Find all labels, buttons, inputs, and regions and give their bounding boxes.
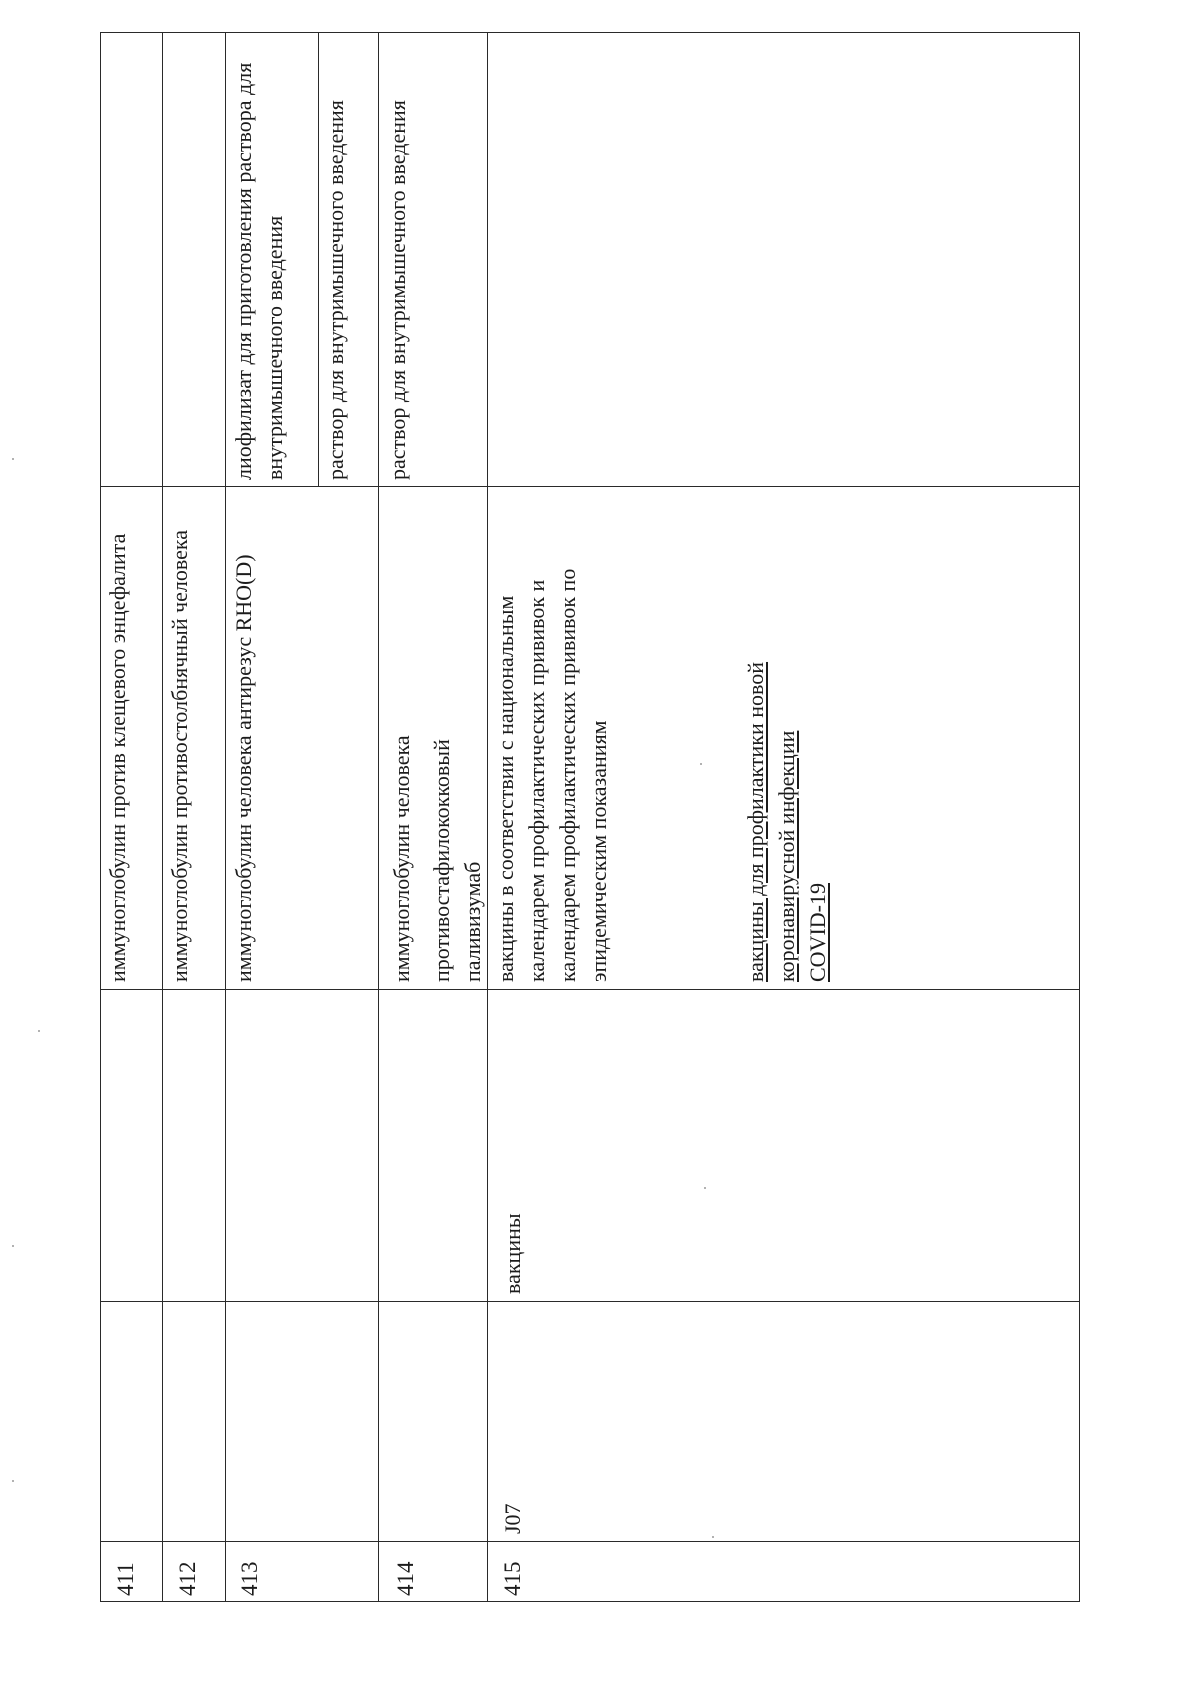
- drug-name: иммуноглобулин человека противостафилококковый: [389, 735, 454, 982]
- dosage-form: раствор для внутримышечного введения: [323, 100, 348, 480]
- row-divider: [225, 32, 226, 1602]
- row-number: 413: [237, 1561, 262, 1596]
- table-border-bottom: [1079, 32, 1080, 1602]
- col-divider-code: [100, 1301, 1080, 1302]
- row-divider: [378, 32, 379, 1602]
- table-border-left: [100, 1601, 1080, 1602]
- drug-name: иммуноглобулин против клещевого энцефалита: [105, 533, 130, 982]
- drug-name: вакцины в соответствии с национальным календарем профилактических прививок и календарем профилактических прививок по эпидемическим показаниям: [493, 568, 611, 982]
- drug-name: паливизумаб: [460, 861, 485, 982]
- scan-speck: [12, 458, 14, 460]
- dosage-form: раствор для внутримышечного введения: [385, 100, 410, 480]
- medicines-table: [100, 32, 1080, 1602]
- table-border-right: [100, 32, 1080, 33]
- row-number: 414: [393, 1561, 418, 1596]
- scan-speck: [712, 1536, 714, 1538]
- row-number: 412: [175, 1561, 200, 1596]
- col-divider-num: [100, 1541, 1080, 1542]
- col-divider-forms: [100, 486, 1080, 487]
- group-name: вакцины: [500, 1213, 525, 1294]
- dosage-form: лиофилизат для приготовления раствора для внутримышечного введения: [231, 62, 287, 480]
- scan-speck: [704, 1187, 706, 1189]
- scan-speck: [12, 1480, 14, 1482]
- scan-speck: [700, 763, 702, 765]
- row-number: 411: [113, 1562, 138, 1596]
- atc-code: J07: [500, 1503, 525, 1534]
- drug-name: иммуноглобулин человека антирезус RHO(D): [231, 554, 256, 982]
- scan-speck: [12, 1245, 14, 1247]
- drug-name: иммуноглобулин противостолбнячный человека: [167, 529, 192, 982]
- col-divider-group: [100, 989, 1080, 990]
- drug-name-covid: вакцины для профилактики новой коронавирусной инфекции COVID-19: [743, 661, 830, 982]
- scan-speck: [38, 1030, 40, 1032]
- row-number: 415: [500, 1561, 525, 1596]
